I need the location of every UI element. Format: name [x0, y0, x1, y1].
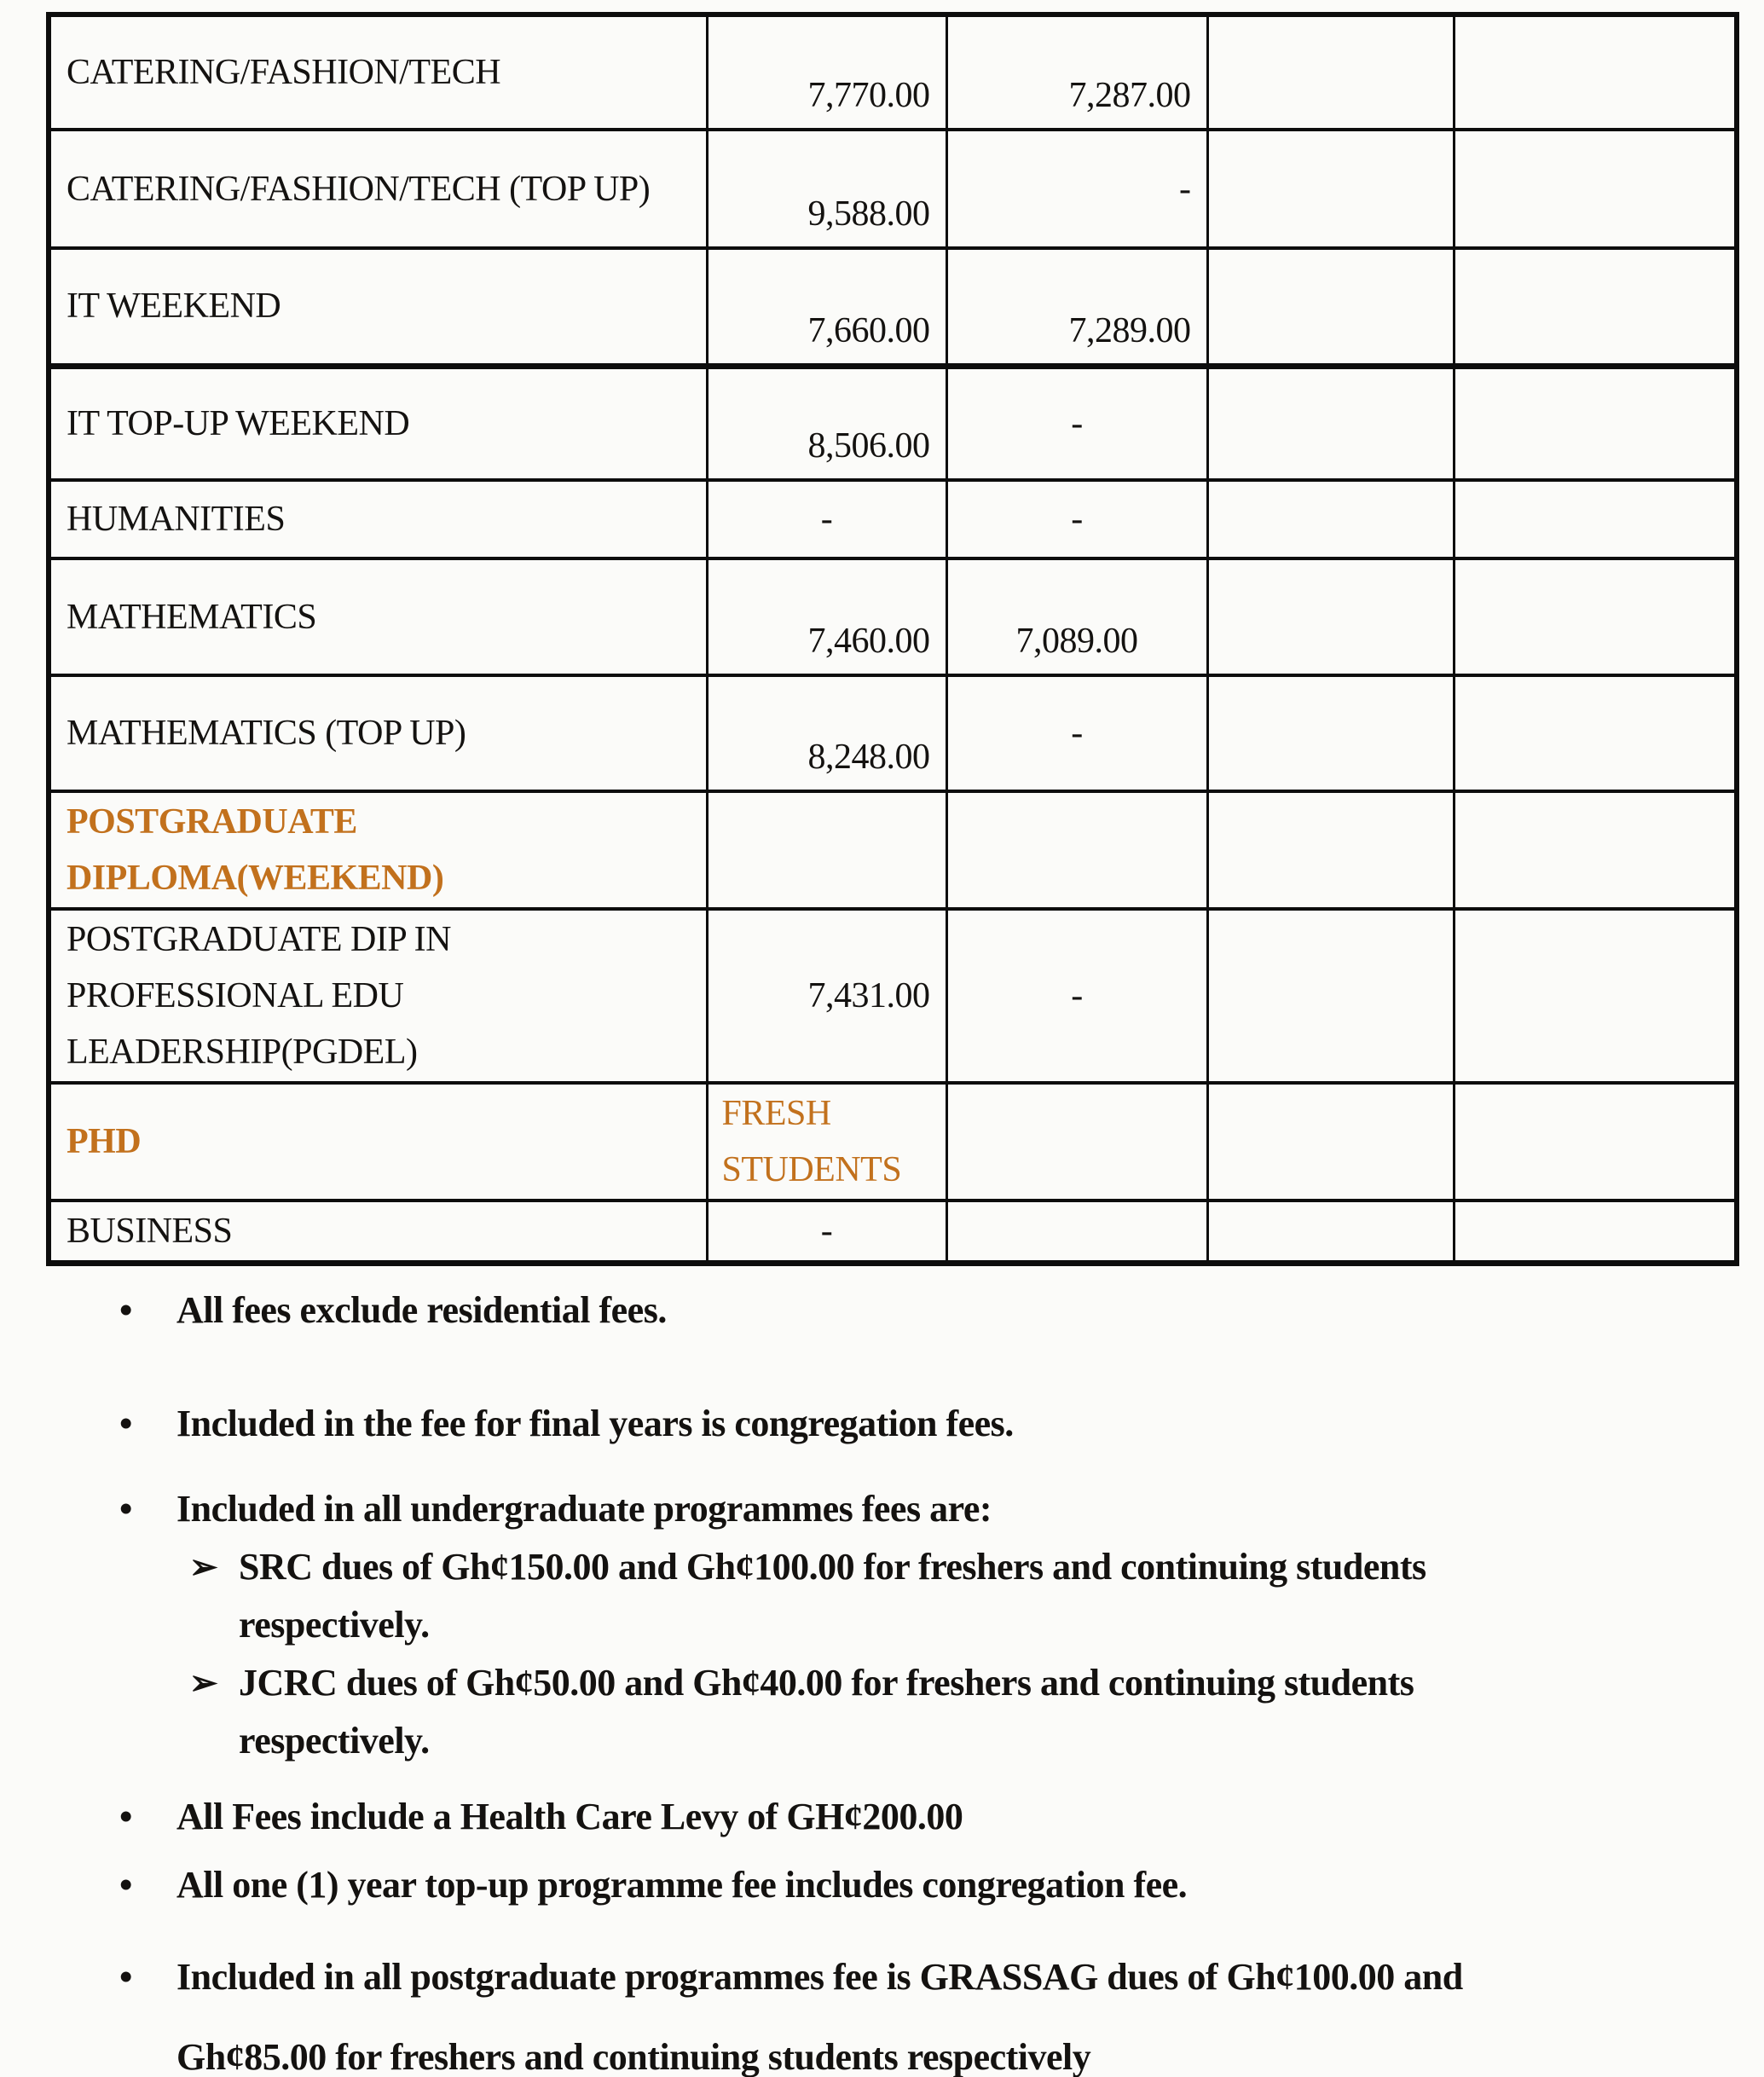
fee-cell — [946, 130, 1207, 248]
note-text — [176, 1950, 1764, 2077]
programme-label: BUSINESS — [67, 1212, 233, 1251]
programme-label: PROFESSIONAL EDU — [67, 976, 404, 1015]
table-row — [49, 480, 1737, 558]
bullet-marker-icon: • — [119, 1403, 132, 1444]
fee-cell — [946, 1200, 1207, 1264]
programme-cell — [49, 130, 707, 248]
note-line: All one (1) year top-up programme fee includes congregation fee. — [176, 1864, 1188, 1906]
fee-cell — [707, 248, 946, 366]
fee-cell — [1207, 14, 1454, 130]
sub-note-line: respectively. — [239, 1720, 430, 1762]
fee-cell — [946, 909, 1207, 1083]
fee-value: 7,089.00 — [1015, 622, 1138, 661]
fee-cell — [1454, 909, 1737, 1083]
table-row — [49, 675, 1737, 791]
programme-cell — [49, 248, 707, 366]
note-text — [176, 1858, 1764, 1912]
fee-cell — [946, 1083, 1207, 1200]
programme-label: HUMANITIES — [67, 500, 286, 539]
note-item — [0, 1397, 1764, 1451]
fee-cell — [707, 1200, 946, 1264]
fee-value: 7,431.00 — [807, 976, 930, 1015]
note-line: Included in the fee for final years is congregation fees. — [176, 1403, 1014, 1444]
note-item — [0, 1858, 1764, 1912]
note-item — [0, 1950, 1764, 2077]
programme-cell — [49, 558, 707, 675]
fee-cell — [1454, 14, 1737, 130]
fee-cell — [1454, 675, 1737, 791]
note-text — [176, 1397, 1764, 1451]
bullet-marker-icon: • — [119, 1289, 132, 1331]
bullet-marker-icon: • — [119, 1488, 132, 1530]
programme-cell — [49, 1083, 707, 1200]
fee-cell — [1207, 1200, 1454, 1264]
fees-table-body — [49, 14, 1737, 1264]
fee-value: 7,287.00 — [1068, 76, 1191, 115]
arrow-marker-icon: ➢ — [189, 1663, 218, 1702]
fee-cell — [1207, 1083, 1454, 1200]
programme-label: CATERING/FASHION/TECH — [67, 53, 501, 92]
fee-cell — [946, 480, 1207, 558]
bullet-marker-icon: • — [119, 1864, 132, 1906]
fee-value: - — [1071, 403, 1083, 443]
fee-cell — [1454, 248, 1737, 366]
fee-cell — [946, 675, 1207, 791]
fee-cell — [1207, 130, 1454, 248]
table-row — [49, 248, 1737, 366]
table-row — [49, 558, 1737, 675]
fee-cell — [946, 366, 1207, 480]
fee-cell — [707, 909, 946, 1083]
fee-cell — [707, 366, 946, 480]
fee-value: 7,289.00 — [1068, 310, 1191, 350]
programme-label: PHD — [67, 1122, 142, 1161]
note-item — [0, 1482, 1764, 1770]
note-line: Gh¢85.00 for freshers and continuing students respectively — [176, 2036, 1091, 2077]
programme-label: IT TOP-UP WEEKEND — [67, 403, 410, 443]
programme-cell — [49, 791, 707, 909]
fee-cell — [1207, 366, 1454, 480]
fee-value: 7,460.00 — [807, 622, 930, 661]
note-text — [176, 1283, 1764, 1338]
fee-cell — [707, 130, 946, 248]
note-line: All Fees include a Health Care Levy of GH¢200.00 — [176, 1796, 963, 1837]
fee-cell — [946, 14, 1207, 130]
fee-cell — [707, 675, 946, 791]
fee-value: FRESH — [721, 1094, 831, 1133]
note-text — [176, 1482, 1764, 1770]
programme-cell — [49, 909, 707, 1083]
sub-note-text — [239, 1654, 1414, 1770]
programme-cell — [49, 675, 707, 791]
programme-label: CATERING/FASHION/TECH (TOP UP) — [67, 169, 651, 209]
programme-label: POSTGRADUATE DIP IN — [67, 920, 451, 959]
table-row — [49, 791, 1737, 909]
fee-value: 8,506.00 — [807, 426, 930, 466]
programme-label: MATHEMATICS — [67, 597, 317, 637]
sub-note-line: respectively. — [239, 1604, 430, 1646]
sub-note-line: SRC dues of Gh¢150.00 and Gh¢100.00 for freshers and continuing students — [239, 1546, 1426, 1588]
fee-cell — [1454, 1200, 1737, 1264]
fee-value: - — [1071, 714, 1083, 753]
fee-value: 9,588.00 — [807, 194, 930, 234]
sub-note-item — [176, 1654, 1764, 1770]
sub-note-item — [176, 1538, 1764, 1654]
note-line: Included in all postgraduate programmes fee is GRASSAG dues of Gh¢100.00 and — [176, 1956, 1463, 1998]
fee-cell — [707, 1083, 946, 1200]
fee-cell — [1454, 791, 1737, 909]
fee-value: - — [1071, 500, 1083, 539]
note-item — [0, 1790, 1764, 1844]
fees-table — [46, 12, 1739, 1266]
table-row — [49, 366, 1737, 480]
fee-cell — [707, 558, 946, 675]
fee-cell — [707, 14, 946, 130]
bullet-marker-icon: • — [119, 1796, 132, 1837]
note-line: All fees exclude residential fees. — [176, 1289, 667, 1331]
programme-cell — [49, 480, 707, 558]
fee-cell — [1207, 909, 1454, 1083]
fee-value: 7,660.00 — [807, 310, 930, 350]
programme-label: LEADERSHIP(PGDEL) — [67, 1033, 418, 1072]
fee-cell — [1454, 558, 1737, 675]
programme-label: MATHEMATICS (TOP UP) — [67, 714, 466, 753]
fee-cell — [1454, 366, 1737, 480]
fee-value: - — [1071, 976, 1083, 1015]
table-row — [49, 130, 1737, 248]
fee-cell — [946, 558, 1207, 675]
fee-cell — [1207, 558, 1454, 675]
arrow-marker-icon: ➢ — [189, 1548, 218, 1586]
notes-list — [0, 1283, 1764, 2077]
fee-cell — [1207, 480, 1454, 558]
sub-note-line: JCRC dues of Gh¢50.00 and Gh¢40.00 for freshers and continuing students — [239, 1662, 1414, 1704]
fee-cell — [1207, 791, 1454, 909]
fee-cell — [707, 480, 946, 558]
fee-cell — [946, 791, 1207, 909]
fee-value: - — [820, 500, 833, 539]
table-row — [49, 1083, 1737, 1200]
fee-cell — [1454, 1083, 1737, 1200]
programme-label: POSTGRADUATE — [67, 802, 357, 842]
fee-value: - — [1179, 169, 1191, 209]
sub-note-text — [239, 1538, 1426, 1654]
fee-cell — [1207, 248, 1454, 366]
fee-cell — [1207, 675, 1454, 791]
programme-label: DIPLOMA(WEEKEND) — [67, 859, 444, 898]
fee-value: - — [820, 1212, 833, 1251]
fee-value: 7,770.00 — [807, 76, 930, 115]
table-row — [49, 1200, 1737, 1264]
table-row — [49, 909, 1737, 1083]
fee-cell — [1454, 480, 1737, 558]
note-line: Included in all undergraduate programmes fees are: — [176, 1488, 992, 1530]
fee-cell — [707, 791, 946, 909]
fee-cell — [1454, 130, 1737, 248]
bullet-marker-icon: • — [119, 1956, 132, 1998]
programme-cell — [49, 366, 707, 480]
table-row — [49, 14, 1737, 130]
note-item — [0, 1283, 1764, 1338]
note-text — [176, 1790, 1764, 1844]
programme-label: IT WEEKEND — [67, 286, 281, 327]
fee-value: 8,248.00 — [807, 738, 930, 777]
programme-cell — [49, 14, 707, 130]
fee-value: STUDENTS — [721, 1150, 902, 1189]
sub-note-list — [176, 1538, 1764, 1770]
fee-cell — [946, 248, 1207, 366]
programme-cell — [49, 1200, 707, 1264]
